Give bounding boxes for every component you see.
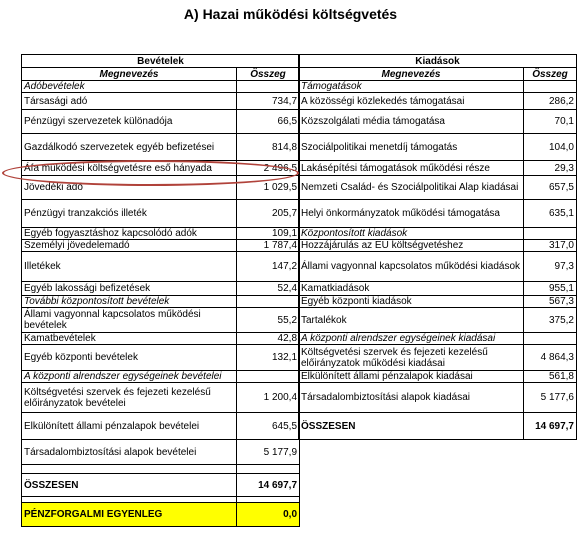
expenditure-row-label: Hozzájárulás az EU költségvetéshez [299,240,524,252]
revenue-row-amount: 5 177,9 [237,440,300,465]
expenditure-rows [299,81,577,440]
revenue-row [22,282,300,296]
revenue-row [22,93,300,110]
expenditure-row-label: ÖSSZESEN [299,413,524,440]
expenditure-row-amount: 375,2 [524,308,577,333]
revenue-row-amount: 1 787,4 [237,240,300,252]
revenue-row [22,200,300,228]
expenditure-row [299,228,577,240]
revenue-row-amount: 814,8 [237,134,300,161]
revenue-row [22,440,300,465]
expenditure-row-label: Központosított kiadások [299,228,524,240]
expenditure-row [299,176,577,200]
expenditure-row-label: Egyéb központi kiadások [299,296,524,308]
revenue-row-label: Egyéb központi bevételek [22,345,237,371]
revenue-row-amount [237,371,300,383]
page-title: A) Hazai működési költségvetés [183,6,398,22]
expenditure-row-amount: 317,0 [524,240,577,252]
expenditure-header: Kiadások [299,55,577,68]
revenue-row-amount: 1 200,4 [237,383,300,413]
revenue-rows [22,81,300,527]
revenue-row-label: Egyéb lakossági befizetések [22,282,237,296]
expenditure-row [299,252,577,282]
expenditure-row [299,345,577,371]
revenue-row [22,503,300,527]
revenue-row-amount: 66,5 [237,110,300,134]
revenue-row [22,296,300,308]
revenue-row-label: Társasági adó [22,93,237,110]
revenue-row-label: Illetékek [22,252,237,282]
expenditure-row-amount: 104,0 [524,134,577,161]
revenue-row-label: További központosított bevételek [22,296,237,308]
expenditure-row [299,282,577,296]
revenue-col-amount: Összeg [237,68,300,81]
expenditure-row-label: Nemzeti Család- és Szociálpolitikai Alap kiadásai [299,176,524,200]
revenue-row-label: Elkülönített állami pénzalapok bevételei [22,413,237,440]
expenditure-row-amount: 97,3 [524,252,577,282]
revenue-row-amount: 645,5 [237,413,300,440]
expenditure-row-label: Elkülönített állami pénzalapok kiadásai [299,371,524,383]
revenue-col-name: Megnevezés [22,68,237,81]
expenditure-row-amount: 4 864,3 [524,345,577,371]
revenue-row-amount: 1 029,5 [237,176,300,200]
revenue-row [22,474,300,497]
revenue-row [22,134,300,161]
revenue-row-label: Egyéb fogyasztáshoz kapcsolódó adók [22,228,237,240]
expenditure-row-amount: 70,1 [524,110,577,134]
expenditure-row [299,333,577,345]
expenditure-row [299,161,577,176]
expenditure-row-label: Tartalékok [299,308,524,333]
revenue-row-amount: 109,1 [237,228,300,240]
revenue-row-amount: 0,0 [237,503,300,527]
revenue-row-label: Pénzügyi tranzakciós illeték [22,200,237,228]
expenditure-row-amount: 29,3 [524,161,577,176]
revenue-row-label: Állami vagyonnal kapcsolatos működési bevételek [22,308,237,333]
revenue-row-amount: 14 697,7 [237,474,300,497]
expenditure-row-label: Helyi önkormányzatok működési támogatása [299,200,524,228]
expenditure-row [299,200,577,228]
expenditure-row-amount: 14 697,7 [524,413,577,440]
revenue-row-label: Gazdálkodó szervezetek egyéb befizetései [22,134,237,161]
revenue-row-label: Kamatbevételek [22,333,237,345]
revenue-row-label: Költségvetési szervek és fejezeti kezelésű előirányzatok bevételei [22,383,237,413]
expenditure-row-amount: 657,5 [524,176,577,200]
expenditure-row [299,240,577,252]
revenue-row-label: PÉNZFORGALMI EGYENLEG [22,503,237,527]
expenditure-row-label: Lakásépítési támogatások működési része [299,161,524,176]
expenditure-row-amount: 955,1 [524,282,577,296]
expenditure-row [299,413,577,440]
revenue-row-label: A központi alrendszer egységeinek bevételei [22,371,237,383]
revenue-row [22,176,300,200]
expenditure-row-label: Szociálpolitikai menetdíj támogatás [299,134,524,161]
expenditure-row-label: A közösségi közlekedés támogatásai [299,93,524,110]
expenditure-col-amount: Összeg [524,68,577,81]
revenue-row-label: ÖSSZESEN [22,474,237,497]
revenue-row [22,252,300,282]
revenue-row-label: Adóbevételek [22,81,237,93]
revenue-row-amount: 42,8 [237,333,300,345]
expenditure-row-label: Társadalombiztosítási alapok kiadásai [299,383,524,413]
revenue-row [22,465,300,474]
revenue-row-amount: 55,2 [237,308,300,333]
revenue-row-amount: 132,1 [237,345,300,371]
revenue-row-label: Társadalombiztosítási alapok bevételei [22,440,237,465]
revenue-row [22,371,300,383]
expenditure-row [299,81,577,93]
revenue-row-label: Személyi jövedelemadó [22,240,237,252]
revenue-table [21,54,300,527]
revenue-row-label: Jövedéki adó [22,176,237,200]
revenue-row-amount: 205,7 [237,200,300,228]
expenditure-row-label: Költségvetési szervek és fejezeti kezelésű előirányzatok működési kiadásai [299,345,524,371]
expenditure-row-amount: 561,8 [524,371,577,383]
expenditure-row-label: Állami vagyonnal kapcsolatos működési kiadások [299,252,524,282]
expenditure-row [299,134,577,161]
revenue-row-amount: 734,7 [237,93,300,110]
revenue-row-label [22,465,237,474]
expenditure-row [299,110,577,134]
revenue-row [22,228,300,240]
revenue-row [22,413,300,440]
revenue-row [22,308,300,333]
revenue-row [22,81,300,93]
expenditure-row-amount: 286,2 [524,93,577,110]
expenditure-row-amount: 5 177,6 [524,383,577,413]
revenue-row-amount: 2 496,5 [237,161,300,176]
expenditure-row-amount: 567,3 [524,296,577,308]
revenue-row [22,383,300,413]
expenditure-row-label: Támogatások [299,81,524,93]
revenue-row-label: Áfa működési költségvetésre eső hányada [22,161,237,176]
expenditure-row [299,296,577,308]
expenditure-row-amount [524,228,577,240]
revenue-row-amount [237,465,300,474]
revenue-row-amount: 147,2 [237,252,300,282]
revenue-header: Bevételek [22,55,300,68]
expenditure-row-label: Kamatkiadások [299,282,524,296]
revenue-row-label: Pénzügyi szervezetek különadója [22,110,237,134]
revenue-row [22,161,300,176]
expenditure-row-amount: 635,1 [524,200,577,228]
expenditure-row [299,371,577,383]
expenditure-row-label: Közszolgálati média támogatása [299,110,524,134]
expenditure-row [299,308,577,333]
revenue-row [22,333,300,345]
expenditure-row-amount [524,333,577,345]
revenue-row [22,345,300,371]
expenditure-row-label: A központi alrendszer egységeinek kiadásai [299,333,524,345]
expenditure-row [299,383,577,413]
revenue-row-amount [237,81,300,93]
revenue-row-amount: 52,4 [237,282,300,296]
expenditure-row [299,93,577,110]
revenue-row [22,110,300,134]
expenditure-col-name: Megnevezés [299,68,524,81]
revenue-row [22,240,300,252]
revenue-row-amount [237,296,300,308]
expenditure-table [298,54,577,440]
expenditure-row-amount [524,81,577,93]
